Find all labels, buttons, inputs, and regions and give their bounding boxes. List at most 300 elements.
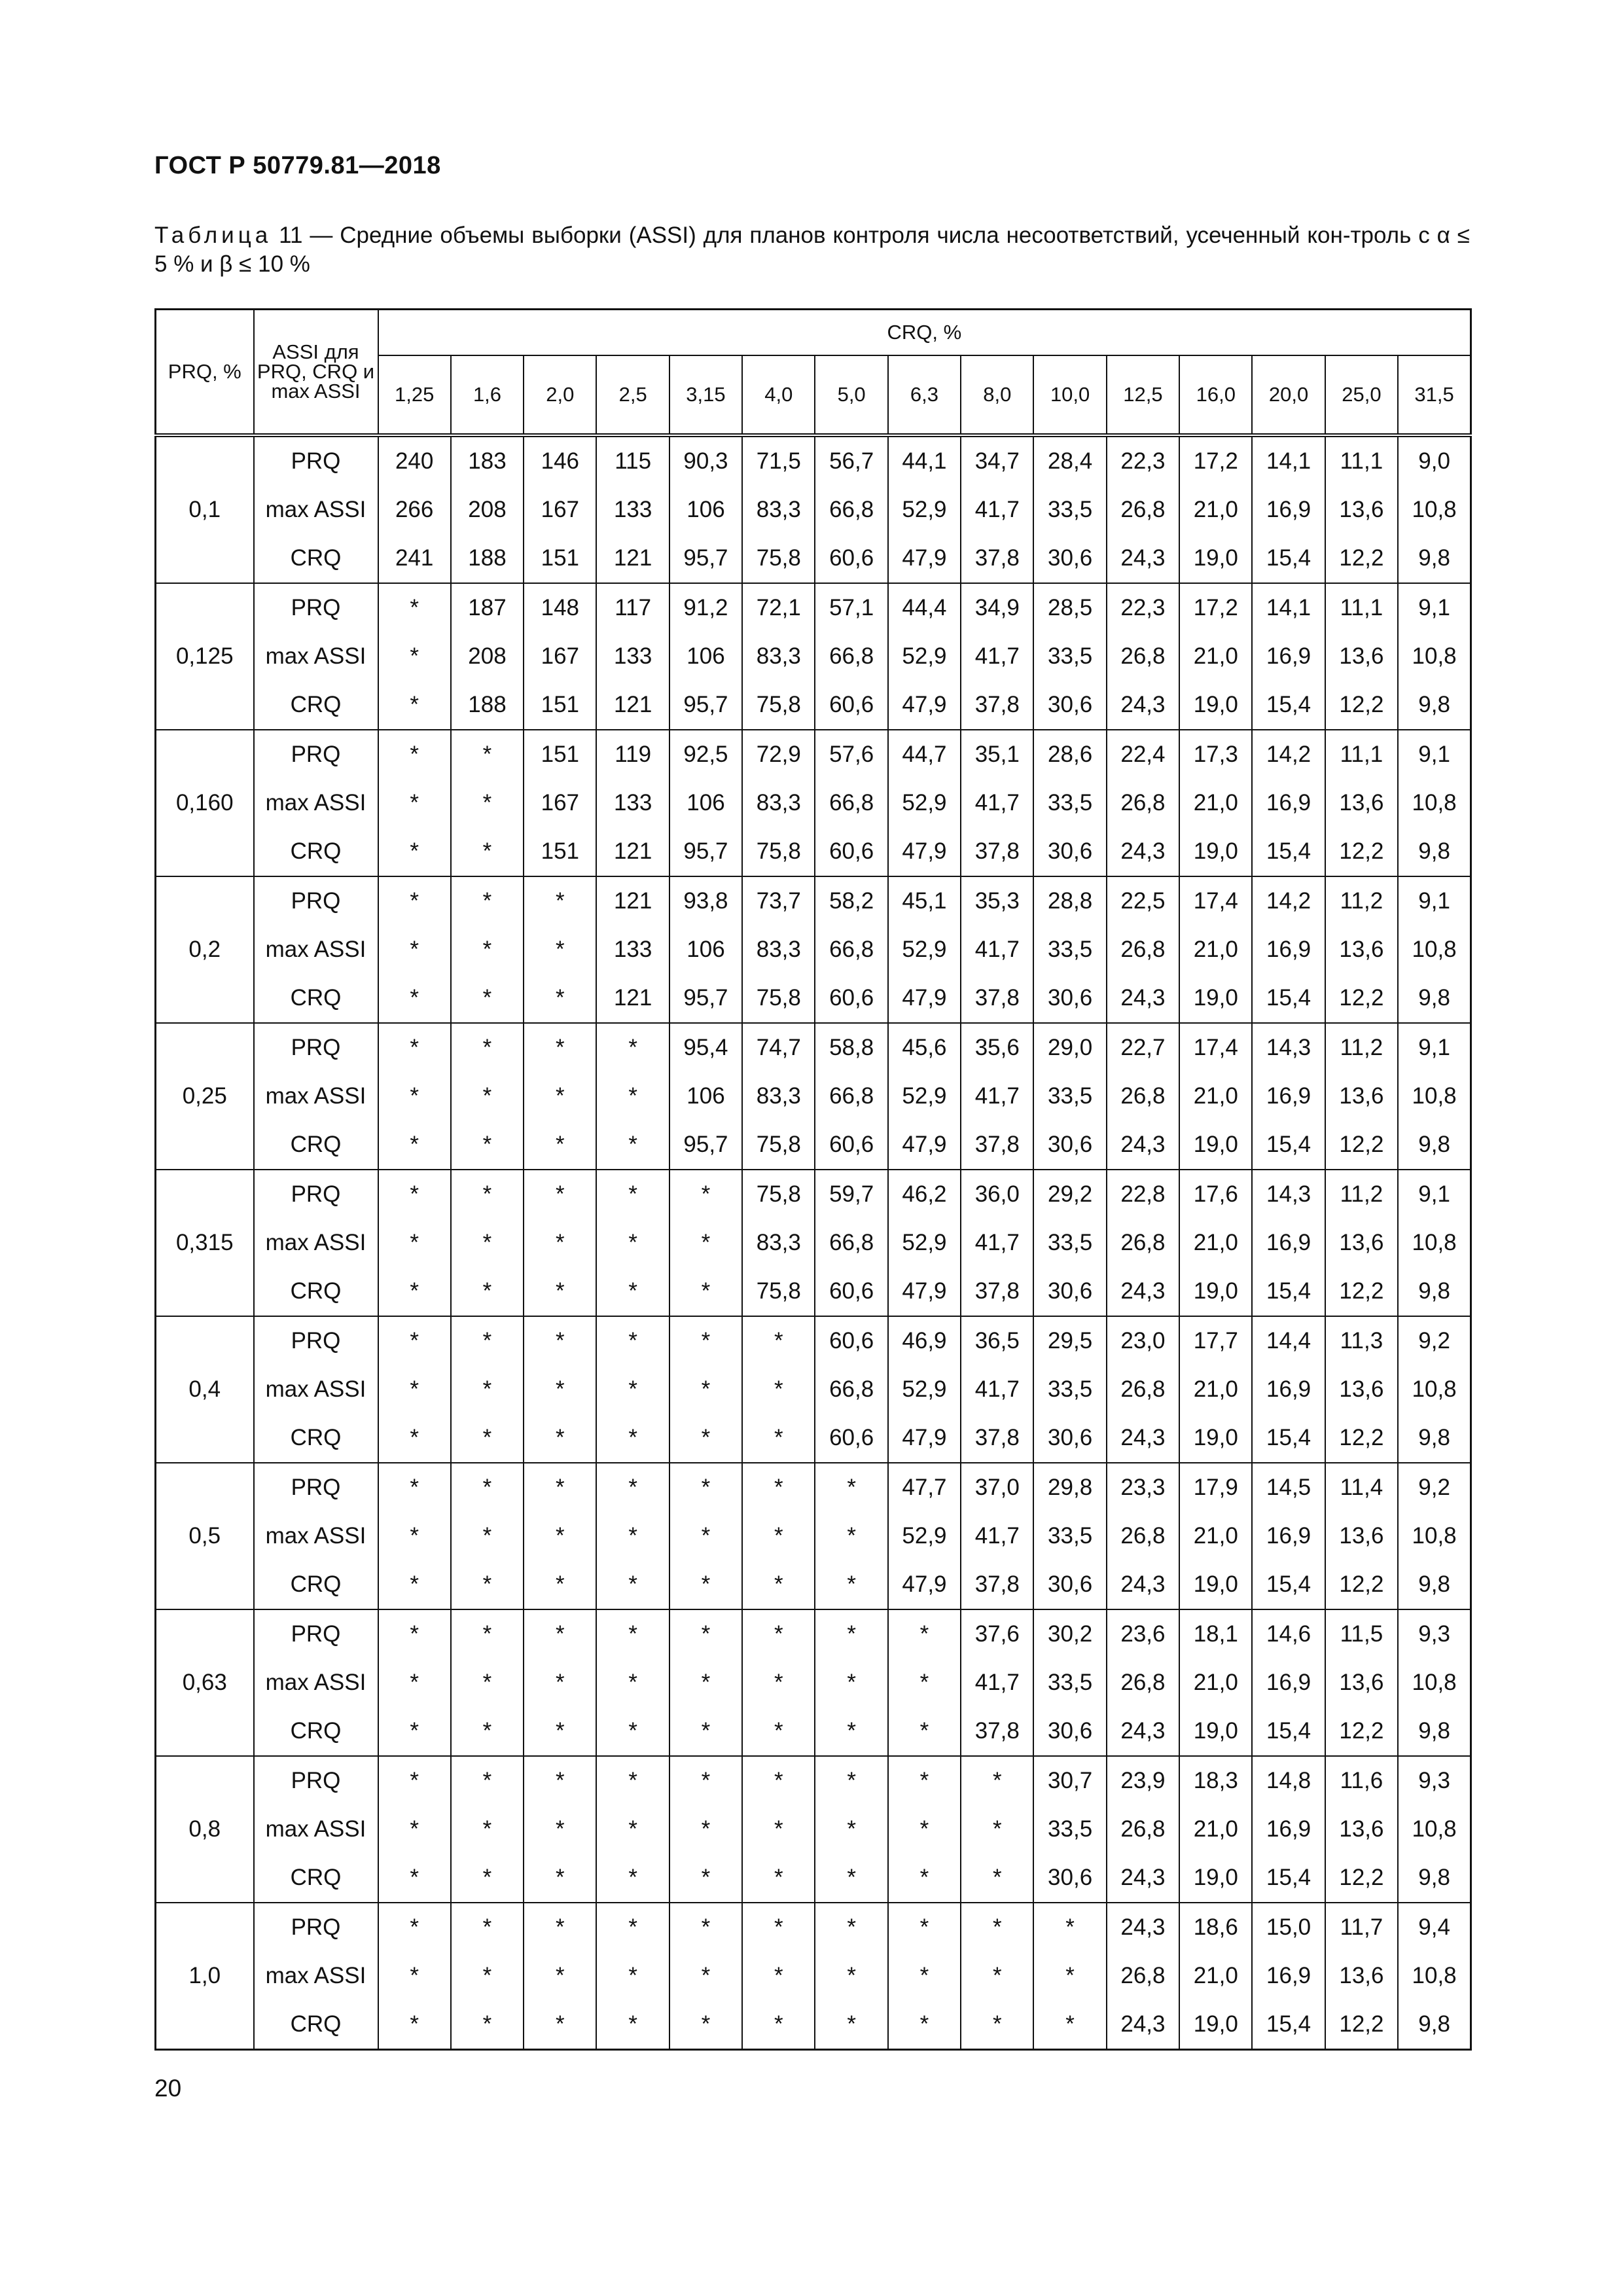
value-cell: * <box>451 974 524 1023</box>
value-cell: 35,3 <box>961 876 1033 925</box>
value-cell: 9,8 <box>1398 1854 1471 1903</box>
value-cell: 19,0 <box>1179 1854 1252 1903</box>
value-cell: 23,3 <box>1107 1463 1179 1512</box>
value-cell: * <box>961 1756 1033 1805</box>
value-cell: 18,6 <box>1179 1903 1252 1952</box>
value-cell: 188 <box>451 681 524 730</box>
value-cell: * <box>524 1512 596 1560</box>
prq-cell: 0,63 <box>156 1609 254 1756</box>
value-cell: * <box>524 1707 596 1756</box>
value-cell: * <box>378 1316 451 1365</box>
value-cell: 10,8 <box>1398 632 1471 681</box>
value-cell: 28,4 <box>1033 435 1106 486</box>
value-cell: 14,5 <box>1252 1463 1325 1512</box>
row-label: CRQ <box>254 1707 378 1756</box>
value-cell: 33,5 <box>1033 1219 1106 1267</box>
value-cell: * <box>888 1854 961 1903</box>
value-cell: 9,8 <box>1398 1560 1471 1609</box>
value-cell: * <box>596 1756 669 1805</box>
value-cell: * <box>524 1560 596 1609</box>
value-cell: * <box>524 1023 596 1072</box>
value-cell: 52,9 <box>888 1365 961 1414</box>
value-cell: * <box>669 1659 742 1707</box>
value-cell: 121 <box>596 534 669 583</box>
value-cell: 30,6 <box>1033 1414 1106 1463</box>
value-cell: * <box>669 1854 742 1903</box>
value-cell: 75,8 <box>742 827 815 876</box>
value-cell: 151 <box>524 681 596 730</box>
value-cell: 30,6 <box>1033 1267 1106 1316</box>
value-cell: 83,3 <box>742 779 815 827</box>
value-cell: 12,2 <box>1325 1560 1398 1609</box>
table-row <box>156 1609 1471 1659</box>
value-cell: 17,9 <box>1179 1463 1252 1512</box>
value-cell: 33,5 <box>1033 1659 1106 1707</box>
value-cell: 14,1 <box>1252 583 1325 632</box>
value-cell: 10,8 <box>1398 1219 1471 1267</box>
value-cell: 37,8 <box>961 827 1033 876</box>
value-cell: 60,6 <box>815 1414 887 1463</box>
value-cell: 15,4 <box>1252 534 1325 583</box>
row-label: PRQ <box>254 583 378 632</box>
value-cell: 75,8 <box>742 1267 815 1316</box>
row-label: CRQ <box>254 681 378 730</box>
table-row <box>156 1414 1471 1463</box>
value-cell: 24,3 <box>1107 1707 1179 1756</box>
value-cell: * <box>669 1316 742 1365</box>
value-cell: * <box>451 1267 524 1316</box>
row-label: max ASSI <box>254 1952 378 2000</box>
value-cell: * <box>815 1463 887 1512</box>
value-cell: 30,6 <box>1033 974 1106 1023</box>
value-cell: * <box>742 1952 815 2000</box>
value-cell: 148 <box>524 583 596 632</box>
value-cell: * <box>815 1903 887 1952</box>
table-row <box>156 1952 1471 2000</box>
value-cell: 15,4 <box>1252 681 1325 730</box>
value-cell: 24,3 <box>1107 1414 1179 1463</box>
value-cell: 17,4 <box>1179 876 1252 925</box>
value-cell: 29,2 <box>1033 1170 1106 1219</box>
prq-cell: 0,125 <box>156 583 254 730</box>
value-cell: 10,8 <box>1398 1952 1471 2000</box>
value-cell: 15,4 <box>1252 1707 1325 1756</box>
value-cell: * <box>596 1952 669 2000</box>
row-label: max ASSI <box>254 1072 378 1121</box>
value-cell: 44,7 <box>888 730 961 779</box>
value-cell: 14,2 <box>1252 876 1325 925</box>
value-cell: 66,8 <box>815 779 887 827</box>
value-cell: 11,1 <box>1325 583 1398 632</box>
row-label: max ASSI <box>254 1512 378 1560</box>
value-cell: 10,8 <box>1398 1365 1471 1414</box>
prq-cell: 1,0 <box>156 1903 254 2050</box>
value-cell: 16,9 <box>1252 1805 1325 1854</box>
value-cell: 33,5 <box>1033 1072 1106 1121</box>
value-cell: 208 <box>451 632 524 681</box>
value-cell: * <box>961 1903 1033 1952</box>
value-cell: 22,5 <box>1107 876 1179 925</box>
row-label: max ASSI <box>254 925 378 974</box>
value-cell: 22,3 <box>1107 583 1179 632</box>
value-cell: 30,6 <box>1033 1560 1106 1609</box>
value-cell: * <box>378 1267 451 1316</box>
value-cell: * <box>524 1854 596 1903</box>
prq-cell: 0,5 <box>156 1463 254 1609</box>
value-cell: * <box>596 1805 669 1854</box>
table-row <box>156 779 1471 827</box>
row-label: max ASSI <box>254 1219 378 1267</box>
value-cell: 41,7 <box>961 1365 1033 1414</box>
value-cell: 26,8 <box>1107 1659 1179 1707</box>
value-cell: 36,0 <box>961 1170 1033 1219</box>
value-cell: 9,1 <box>1398 583 1471 632</box>
value-cell: 44,1 <box>888 435 961 486</box>
value-cell: 37,8 <box>961 1121 1033 1170</box>
value-cell: 52,9 <box>888 1512 961 1560</box>
value-cell: 60,6 <box>815 827 887 876</box>
value-cell: 12,2 <box>1325 1267 1398 1316</box>
value-cell: 29,5 <box>1033 1316 1106 1365</box>
value-cell: * <box>669 1952 742 2000</box>
value-cell: * <box>815 1512 887 1560</box>
value-cell: 37,8 <box>961 974 1033 1023</box>
value-cell: 36,5 <box>961 1316 1033 1365</box>
row-label: PRQ <box>254 1170 378 1219</box>
table-row <box>156 1316 1471 1365</box>
value-cell: 183 <box>451 435 524 486</box>
value-cell: 187 <box>451 583 524 632</box>
value-cell: 9,4 <box>1398 1903 1471 1952</box>
header-crq-value: 10,0 <box>1033 355 1106 435</box>
value-cell: 12,2 <box>1325 1414 1398 1463</box>
value-cell: * <box>888 1659 961 1707</box>
value-cell: 117 <box>596 583 669 632</box>
value-cell: * <box>669 1707 742 1756</box>
value-cell: * <box>451 925 524 974</box>
value-cell: * <box>451 1560 524 1609</box>
value-cell: * <box>815 1805 887 1854</box>
value-cell: 30,6 <box>1033 534 1106 583</box>
value-cell: * <box>742 1707 815 1756</box>
table-row <box>156 1219 1471 1267</box>
table-row <box>156 1072 1471 1121</box>
value-cell: * <box>451 1609 524 1659</box>
value-cell: 24,3 <box>1107 1267 1179 1316</box>
row-label: PRQ <box>254 1609 378 1659</box>
value-cell: 12,2 <box>1325 2000 1398 2050</box>
value-cell: * <box>451 1756 524 1805</box>
table-row <box>156 1903 1471 1952</box>
value-cell: * <box>815 1560 887 1609</box>
value-cell: * <box>451 1512 524 1560</box>
value-cell: * <box>596 1659 669 1707</box>
value-cell: * <box>378 779 451 827</box>
table-caption <box>154 221 1470 279</box>
value-cell: * <box>669 1756 742 1805</box>
value-cell: * <box>1033 1903 1106 1952</box>
table-row <box>156 632 1471 681</box>
value-cell: 16,9 <box>1252 486 1325 534</box>
value-cell: 47,9 <box>888 1121 961 1170</box>
value-cell: 12,2 <box>1325 974 1398 1023</box>
value-cell: 11,5 <box>1325 1609 1398 1659</box>
value-cell: 15,4 <box>1252 1414 1325 1463</box>
value-cell: 9,1 <box>1398 1170 1471 1219</box>
value-cell: 9,8 <box>1398 1414 1471 1463</box>
value-cell: 24,3 <box>1107 681 1179 730</box>
value-cell: 95,4 <box>669 1023 742 1072</box>
value-cell: * <box>669 1805 742 1854</box>
value-cell: 21,0 <box>1179 1805 1252 1854</box>
value-cell: * <box>1033 2000 1106 2050</box>
value-cell: 37,8 <box>961 1560 1033 1609</box>
value-cell: * <box>524 1414 596 1463</box>
table-row <box>156 1659 1471 1707</box>
value-cell: 26,8 <box>1107 779 1179 827</box>
value-cell: 12,2 <box>1325 1121 1398 1170</box>
value-cell: * <box>815 1854 887 1903</box>
value-cell: * <box>524 1756 596 1805</box>
value-cell: 9,1 <box>1398 730 1471 779</box>
header-crq-value: 31,5 <box>1398 355 1471 435</box>
value-cell: * <box>742 1365 815 1414</box>
value-cell: 17,7 <box>1179 1316 1252 1365</box>
value-cell: 37,8 <box>961 1707 1033 1756</box>
value-cell: 106 <box>669 779 742 827</box>
value-cell: * <box>524 1267 596 1316</box>
value-cell: 17,2 <box>1179 435 1252 486</box>
value-cell: 12,2 <box>1325 1854 1398 1903</box>
value-cell: 266 <box>378 486 451 534</box>
value-cell: * <box>378 1219 451 1267</box>
value-cell: 151 <box>524 730 596 779</box>
value-cell: 75,8 <box>742 534 815 583</box>
row-label: PRQ <box>254 1316 378 1365</box>
value-cell: * <box>742 1854 815 1903</box>
value-cell: 47,9 <box>888 827 961 876</box>
value-cell: 9,8 <box>1398 974 1471 1023</box>
value-cell: 33,5 <box>1033 486 1106 534</box>
value-cell: 35,1 <box>961 730 1033 779</box>
value-cell: 23,9 <box>1107 1756 1179 1805</box>
header-crq-value: 25,0 <box>1325 355 1398 435</box>
value-cell: * <box>742 1805 815 1854</box>
value-cell: 106 <box>669 486 742 534</box>
value-cell: 26,8 <box>1107 1219 1179 1267</box>
value-cell: * <box>451 730 524 779</box>
row-label: PRQ <box>254 1023 378 1072</box>
value-cell: * <box>815 1952 887 2000</box>
value-cell: 41,7 <box>961 779 1033 827</box>
table-row <box>156 1170 1471 1219</box>
value-cell: 66,8 <box>815 1219 887 1267</box>
value-cell: 15,4 <box>1252 827 1325 876</box>
value-cell: 17,2 <box>1179 583 1252 632</box>
value-cell: 22,7 <box>1107 1023 1179 1072</box>
value-cell: * <box>378 925 451 974</box>
value-cell: 95,7 <box>669 1121 742 1170</box>
header-crq-value: 2,5 <box>596 355 669 435</box>
table-body <box>156 435 1471 2050</box>
value-cell: 15,4 <box>1252 1560 1325 1609</box>
prq-cell: 0,25 <box>156 1023 254 1170</box>
value-cell: * <box>451 1854 524 1903</box>
value-cell: * <box>524 1072 596 1121</box>
value-cell: 11,7 <box>1325 1903 1398 1952</box>
value-cell: 11,4 <box>1325 1463 1398 1512</box>
value-cell: 9,8 <box>1398 827 1471 876</box>
value-cell: 75,8 <box>742 681 815 730</box>
value-cell: 33,5 <box>1033 1805 1106 1854</box>
value-cell: 30,6 <box>1033 827 1106 876</box>
value-cell: 19,0 <box>1179 1707 1252 1756</box>
value-cell: 13,6 <box>1325 1072 1398 1121</box>
value-cell: 66,8 <box>815 632 887 681</box>
table-row <box>156 534 1471 583</box>
row-label: max ASSI <box>254 1805 378 1854</box>
value-cell: * <box>742 1756 815 1805</box>
table-row <box>156 1512 1471 1560</box>
value-cell: 41,7 <box>961 925 1033 974</box>
value-cell: 46,2 <box>888 1170 961 1219</box>
value-cell: 24,3 <box>1107 2000 1179 2050</box>
value-cell: * <box>669 1219 742 1267</box>
prq-cell: 0,315 <box>156 1170 254 1316</box>
row-label: CRQ <box>254 1121 378 1170</box>
value-cell: 28,5 <box>1033 583 1106 632</box>
value-cell: 21,0 <box>1179 1659 1252 1707</box>
value-cell: 11,1 <box>1325 435 1398 486</box>
table-row <box>156 1805 1471 1854</box>
value-cell: 57,6 <box>815 730 887 779</box>
value-cell: 44,4 <box>888 583 961 632</box>
assi-table <box>154 308 1472 2051</box>
value-cell: * <box>524 1903 596 1952</box>
value-cell: 16,9 <box>1252 632 1325 681</box>
value-cell: * <box>961 1805 1033 1854</box>
value-cell: * <box>669 2000 742 2050</box>
value-cell: 59,7 <box>815 1170 887 1219</box>
value-cell: 35,6 <box>961 1023 1033 1072</box>
value-cell: 41,7 <box>961 1219 1033 1267</box>
header-crq-value: 4,0 <box>742 355 815 435</box>
value-cell: * <box>669 1414 742 1463</box>
value-cell: * <box>451 1659 524 1707</box>
value-cell: * <box>1033 1952 1106 2000</box>
value-cell: 21,0 <box>1179 1072 1252 1121</box>
value-cell: 26,8 <box>1107 486 1179 534</box>
value-cell: 33,5 <box>1033 1512 1106 1560</box>
value-cell: 14,8 <box>1252 1756 1325 1805</box>
value-cell: 15,4 <box>1252 1121 1325 1170</box>
row-label: PRQ <box>254 876 378 925</box>
table-row <box>156 681 1471 730</box>
value-cell: * <box>378 1414 451 1463</box>
value-cell: * <box>596 1023 669 1072</box>
value-cell: * <box>742 1903 815 1952</box>
value-cell: 121 <box>596 827 669 876</box>
value-cell: * <box>669 1609 742 1659</box>
value-cell: * <box>378 1023 451 1072</box>
value-cell: * <box>888 2000 961 2050</box>
value-cell: * <box>451 1707 524 1756</box>
value-cell: 16,9 <box>1252 1512 1325 1560</box>
value-cell: 33,5 <box>1033 1365 1106 1414</box>
value-cell: 13,6 <box>1325 1952 1398 2000</box>
value-cell: 15,0 <box>1252 1903 1325 1952</box>
value-cell: 13,6 <box>1325 1365 1398 1414</box>
value-cell: 23,6 <box>1107 1609 1179 1659</box>
value-cell: 52,9 <box>888 779 961 827</box>
value-cell: * <box>596 1365 669 1414</box>
value-cell: 9,0 <box>1398 435 1471 486</box>
table-row <box>156 827 1471 876</box>
value-cell: 26,8 <box>1107 1072 1179 1121</box>
value-cell: 66,8 <box>815 925 887 974</box>
value-cell: * <box>378 827 451 876</box>
row-label: PRQ <box>254 730 378 779</box>
value-cell: 11,2 <box>1325 1170 1398 1219</box>
value-cell: * <box>378 1560 451 1609</box>
value-cell: 29,0 <box>1033 1023 1106 1072</box>
value-cell: 10,8 <box>1398 779 1471 827</box>
value-cell: 13,6 <box>1325 1219 1398 1267</box>
value-cell: 9,1 <box>1398 876 1471 925</box>
table-row <box>156 974 1471 1023</box>
value-cell: * <box>378 1072 451 1121</box>
value-cell: 21,0 <box>1179 1365 1252 1414</box>
value-cell: 121 <box>596 876 669 925</box>
value-cell: 10,8 <box>1398 1072 1471 1121</box>
value-cell: 15,4 <box>1252 2000 1325 2050</box>
value-cell: 37,6 <box>961 1609 1033 1659</box>
value-cell: * <box>524 1365 596 1414</box>
table-row <box>156 1365 1471 1414</box>
value-cell: 14,3 <box>1252 1170 1325 1219</box>
value-cell: 26,8 <box>1107 1365 1179 1414</box>
value-cell: 106 <box>669 1072 742 1121</box>
value-cell: 241 <box>378 534 451 583</box>
value-cell: * <box>378 1170 451 1219</box>
value-cell: 95,7 <box>669 974 742 1023</box>
value-cell: 75,8 <box>742 974 815 1023</box>
prq-cell: 0,1 <box>156 435 254 583</box>
table-row <box>156 730 1471 779</box>
value-cell: * <box>524 1170 596 1219</box>
prq-cell: 0,4 <box>156 1316 254 1463</box>
value-cell: 47,9 <box>888 681 961 730</box>
value-cell: * <box>451 2000 524 2050</box>
value-cell: * <box>524 1219 596 1267</box>
value-cell: 167 <box>524 779 596 827</box>
value-cell: 16,9 <box>1252 1365 1325 1414</box>
value-cell: 60,6 <box>815 534 887 583</box>
value-cell: * <box>596 1170 669 1219</box>
value-cell: 16,9 <box>1252 925 1325 974</box>
caption-lead: Таблица <box>154 223 272 248</box>
prq-cell: 0,160 <box>156 730 254 876</box>
value-cell: 26,8 <box>1107 1512 1179 1560</box>
value-cell: 28,6 <box>1033 730 1106 779</box>
row-label: CRQ <box>254 1854 378 1903</box>
value-cell: 33,5 <box>1033 632 1106 681</box>
value-cell: * <box>378 1756 451 1805</box>
value-cell: 19,0 <box>1179 2000 1252 2050</box>
value-cell: * <box>888 1903 961 1952</box>
value-cell: 208 <box>451 486 524 534</box>
value-cell: 24,3 <box>1107 827 1179 876</box>
